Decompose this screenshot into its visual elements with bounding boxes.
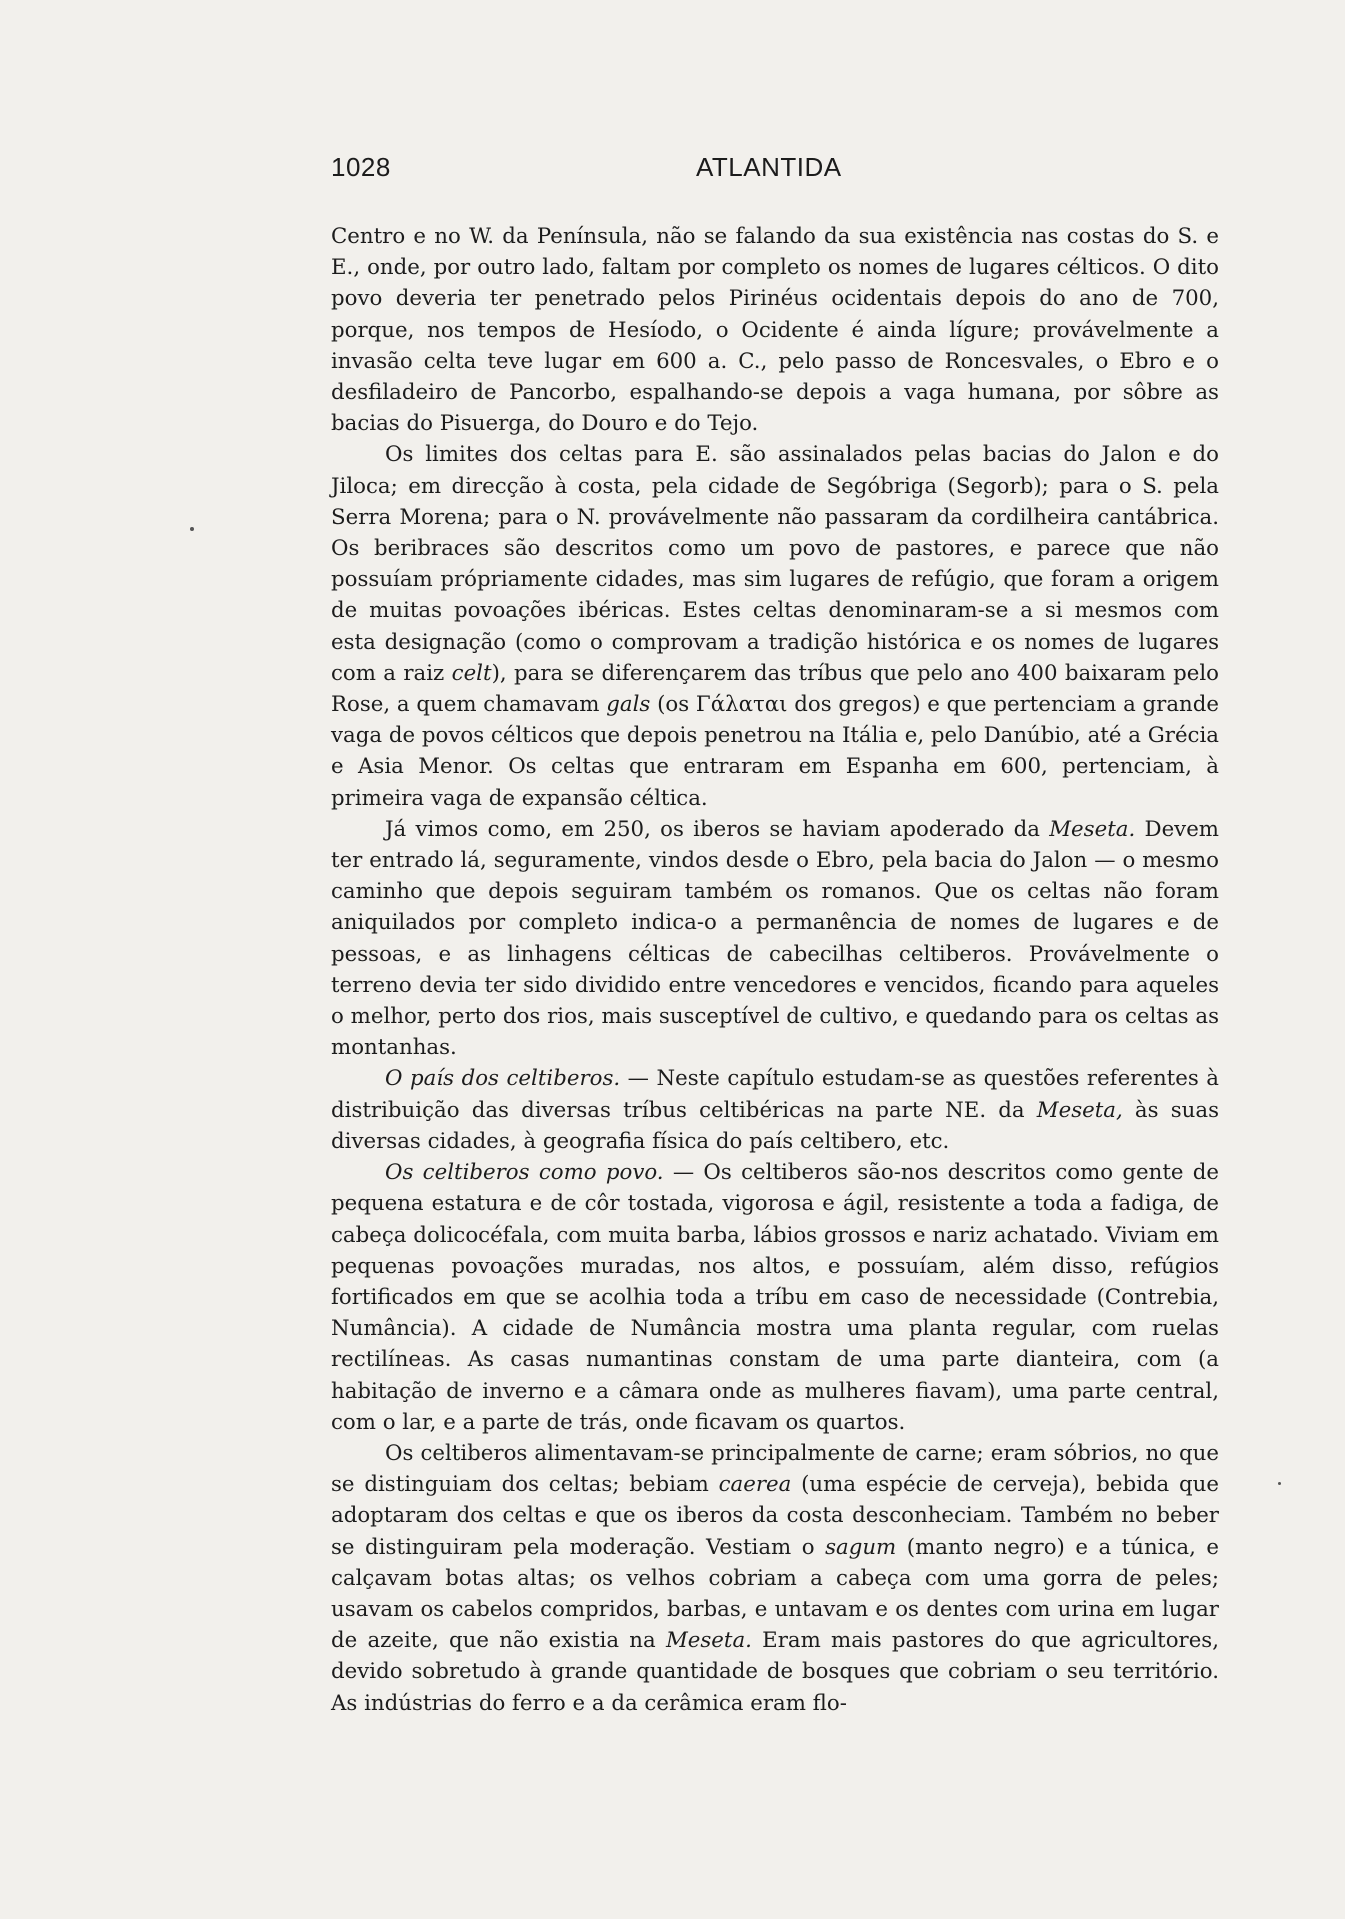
page-header — [331, 152, 851, 192]
italic-text: gals — [606, 692, 651, 718]
print-speck — [1278, 1482, 1281, 1485]
italic-text: O país dos celtiberos. — [385, 1066, 621, 1092]
text-run: — Neste capítulo estudam-se as questões referentes à distribuição das diversas tríbus celtibéricas na parte NE. da — [331, 1066, 1219, 1123]
italic-text: Os celtiberos como povo. — [385, 1160, 664, 1186]
text-run: Já vimos como, em 250, os iberos se haviam apoderado da — [385, 816, 1050, 842]
italic-text: caerea — [718, 1472, 792, 1498]
paragraph — [331, 439, 1219, 813]
italic-text: celt — [451, 660, 492, 686]
body-text — [331, 221, 1219, 1719]
text-run: (uma espécie de cerveja), bebida que adoptaram dos celtas e que os iberos da costa desconheciam. Também no beber se distinguiram pela moderação. Vestiam o — [331, 1472, 1219, 1560]
paragraph — [331, 1063, 1219, 1157]
text-run: Os celtiberos alimentavam-se principalmente de carne; eram sóbrios, no que se distinguiam dos celtas; bebiam — [331, 1440, 1219, 1498]
text-run: ), para se diferençarem das tríbus que pelo ano 400 baixaram pelo Rose, a quem chamavam — [331, 660, 1220, 718]
print-speck — [190, 527, 194, 531]
text-run: às suas diversas cidades, à geografia física do país celtibero, etc. — [331, 1097, 1219, 1154]
page-number: 1028 — [331, 152, 391, 182]
text-run: (os Γάλαται dos gregos) e que pertenciam a grande vaga de povos célticos que depois penetrou na Itália e, pelo Danúbio, até a Grécia e Asia Menor. Os celtas que entraram em Espanha em 600, pertenciam, à primeira vaga de expansão céltica. — [331, 692, 1220, 811]
italic-text: Meseta, — [1036, 1097, 1123, 1123]
paragraph — [331, 1438, 1219, 1719]
paragraph — [331, 814, 1219, 1064]
text-run: Centro e no W. da Península, não se falando da sua existência nas costas do S. e E., onde, por outro lado, faltam por completo os nomes de lugares célticos. O dito povo deveria ter penetrado pelos Pirinéus ocidentais depois do ano de 700, porque, nos tempos de Hesíodo, o Ocidente é ainda lígure; provávelmente a invasão celta teve lugar em 600 a. C., pelo passo de Roncesvales, o Ebro e o desfiladeiro de Pancorbo, espalhando-se depois a vaga humana, por sôbre as bacias do Pisuerga, do Douro e do Tejo. — [331, 224, 1219, 437]
italic-text: Meseta. — [665, 1628, 752, 1654]
text-run: Devem ter entrado lá, seguramente, vindos desde o Ebro, pela bacia do Jalon — o mesmo caminho que depois seguiram também os romanos. Que os celtas não foram aniquilados por completo indica-o a permanência de nomes de lugares e de pessoas, e as linhagens célticas de cabecilhas celtiberos. Provávelmente o terreno devia ter sido dividido entre vencedores e vencidos, ficando para aqueles o melhor, perto dos rios, mais susceptível de cultivo, e quedando para os celtas as montanhas. — [331, 816, 1220, 1061]
running-title: ATLANTIDA — [696, 152, 842, 182]
italic-text: sagum — [825, 1534, 897, 1560]
paragraph — [331, 221, 1219, 439]
text-run: Os limites dos celtas para E. são assinalados pelas bacias do Jalon e do Jiloca; em direcção à costa, pela cidade de Segóbriga (Segorb); para o S. pela Serra Morena; para o N. provávelmente não passaram da cordilheira cantábrica. Os beribraces são descritos como um povo de pastores, e parece que não possuíam própriamente cidades, mas sim lugares de refúgio, que foram a origem de muitas povoações ibéricas. Estes celtas denominaram-se a si mesmos com esta designação (como o comprovam a tradição histórica e os nomes de lugares com a raiz — [331, 442, 1219, 686]
text-run: — Os celtiberos são-nos descritos como gente de pequena estatura e de côr tostada, vigorosa e ágil, resistente a toda a fadiga, de cabeça dolicocéfala, com muita barba, lábios grossos e nariz achatado. Viviam em pequenas povoações muradas, nos altos, e possuíam, além disso, refúgios fortificados em que se acolhia toda a tríbu em caso de necessidade (Contrebia, Numância). A cidade de Numância mostra uma planta regular, com ruelas rectilíneas. As casas numantinas constam de uma parte dianteira, com (a habitação de inverno e a câmara onde as mulheres fiavam), uma parte central, com o lar, e a parte de trás, onde ficavam os quartos. — [331, 1160, 1219, 1435]
paragraph — [331, 1157, 1219, 1438]
text-run: (manto negro) e a túnica, e calçavam botas altas; os velhos cobriam a cabeça com uma gorra de peles; usavam os cabelos compridos, barbas, e untavam e os dentes com urina em lugar de azeite, que não existia na — [331, 1534, 1219, 1654]
text-run: Eram mais pastores do que agricultores, devido sobretudo à grande quantidade de bosques que cobriam o seu território. As indústrias do ferro e a da cerâmica eram flo- — [331, 1628, 1219, 1716]
italic-text: Meseta. — [1049, 816, 1136, 842]
